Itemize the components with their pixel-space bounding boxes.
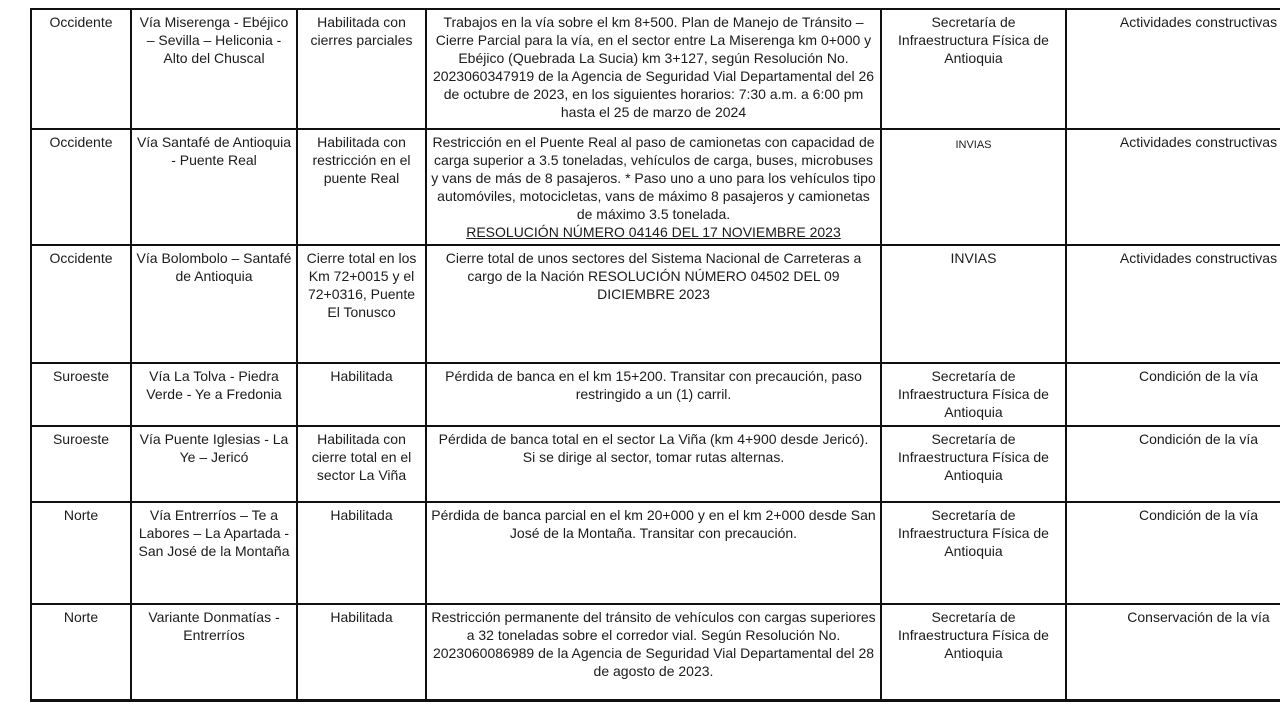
road-cell: Vía Bolombolo – Santafé de Antioquia: [131, 245, 297, 363]
description-cell: Restricción permanente del tránsito de vehículos con cargas superiores a 32 toneladas sobre el corredor vial. Según Resolución No. 2023060086989 de la Agencia de Seguridad Vial Departamental del 28 de agosto de 2023.: [426, 604, 881, 700]
status-cell: Habilitada con cierres parciales: [297, 9, 426, 129]
road-status-table-wrapper: [30, 8, 1280, 702]
description-cell: [426, 129, 881, 245]
entity-cell: INVIAS: [881, 129, 1066, 245]
status-cell: Habilitada: [297, 604, 426, 700]
road-cell: Vía Miserenga - Ebéjico – Sevilla – Heliconia - Alto del Chuscal: [131, 9, 297, 129]
entity-cell: Secretaría de Infraestructura Física de Antioquia: [881, 9, 1066, 129]
status-cell: Cierre total en los Km 72+0015 y el 72+0316, Puente El Tonusco: [297, 245, 426, 363]
table-row: [31, 129, 1280, 245]
region-cell: Occidente: [31, 9, 131, 129]
status-cell: Habilitada: [297, 502, 426, 604]
category-cell: Condición de la vía: [1066, 426, 1280, 502]
description-text: Restricción en el Puente Real al paso de camionetas con capacidad de carga superior a 3.5 toneladas, vehículos de carga, buses, microbuses y vans de más de 8 pasajeros. * Paso uno a uno para los vehículos tipo automóviles, motocicletas, vans de máximo 8 pasajeros y camionetas de máximo 3.5 tonelada.: [431, 134, 876, 222]
status-cell: Habilitada con restricción en el puente Real: [297, 129, 426, 245]
category-cell: Actividades constructivas: [1066, 245, 1280, 363]
region-cell: Norte: [31, 502, 131, 604]
category-cell: Actividades constructivas: [1066, 129, 1280, 245]
category-cell: Actividades constructivas: [1066, 9, 1280, 129]
road-cell: Variante Donmatías - Entrerríos: [131, 604, 297, 700]
region-cell: Suroeste: [31, 426, 131, 502]
region-cell: Norte: [31, 604, 131, 700]
entity-cell: Secretaría de Infraestructura Física de Antioquia: [881, 426, 1066, 502]
description-cell: Cierre total de unos sectores del Sistema Nacional de Carreteras a cargo de la Nación RESOLUCIÓN NÚMERO 04502 DEL 09 DICIEMBRE 2023: [426, 245, 881, 363]
description-cell: Pérdida de banca parcial en el km 20+000 y en el km 2+000 desde San José de la Montaña. Transitar con precaución.: [426, 502, 881, 604]
region-cell: Occidente: [31, 129, 131, 245]
region-cell: Suroeste: [31, 363, 131, 426]
table-row: [31, 426, 1280, 502]
region-cell: Occidente: [31, 245, 131, 363]
road-cell: Vía Santafé de Antioquia - Puente Real: [131, 129, 297, 245]
road-cell: Vía Puente Iglesias - La Ye – Jericó: [131, 426, 297, 502]
entity-cell: Secretaría de Infraestructura Física de Antioquia: [881, 502, 1066, 604]
road-cell: Vía Entrerríos – Te a Labores – La Apartada - San José de la Montaña: [131, 502, 297, 604]
description-cell: Trabajos en la vía sobre el km 8+500. Plan de Manejo de Tránsito – Cierre Parcial para la vía, en el sector entre La Miserenga km 0+000 y Ebéjico (Quebrada La Sucia) km 3+127, según Resolución No. 2023060347919 de la Agencia de Seguridad Vial Departamental del 26 de octubre de 2023, en los siguientes horarios: 7:30 a.m. a 6:00 pm hasta el 25 de marzo de 2024: [426, 9, 881, 129]
description-cell: Pérdida de banca en el km 15+200. Transitar con precaución, paso restringido a un (1) carril.: [426, 363, 881, 426]
category-cell: Conservación de la vía: [1066, 604, 1280, 700]
table-row: [31, 245, 1280, 363]
category-cell: Condición de la vía: [1066, 363, 1280, 426]
table-row: [31, 9, 1280, 129]
road-cell: Vía La Tolva - Piedra Verde - Ye a Fredonia: [131, 363, 297, 426]
status-cell: Habilitada con cierre total en el sector La Viña: [297, 426, 426, 502]
table-row: [31, 502, 1280, 604]
road-status-table: [30, 8, 1280, 702]
description-cell: Pérdida de banca total en el sector La Viña (km 4+900 desde Jericó). Si se dirige al sector, tomar rutas alternas.: [426, 426, 881, 502]
category-cell: Condición de la vía: [1066, 502, 1280, 604]
table-row: [31, 604, 1280, 700]
resolution-underlined-text: RESOLUCIÓN NÚMERO 04146 DEL 17 NOVIEMBRE 2023: [466, 224, 841, 240]
table-row: [31, 363, 1280, 426]
entity-cell: Secretaría de Infraestructura Física de Antioquia: [881, 604, 1066, 700]
entity-cell: INVIAS: [881, 245, 1066, 363]
status-cell: Habilitada: [297, 363, 426, 426]
entity-cell: Secretaría de Infraestructura Física de Antioquia: [881, 363, 1066, 426]
